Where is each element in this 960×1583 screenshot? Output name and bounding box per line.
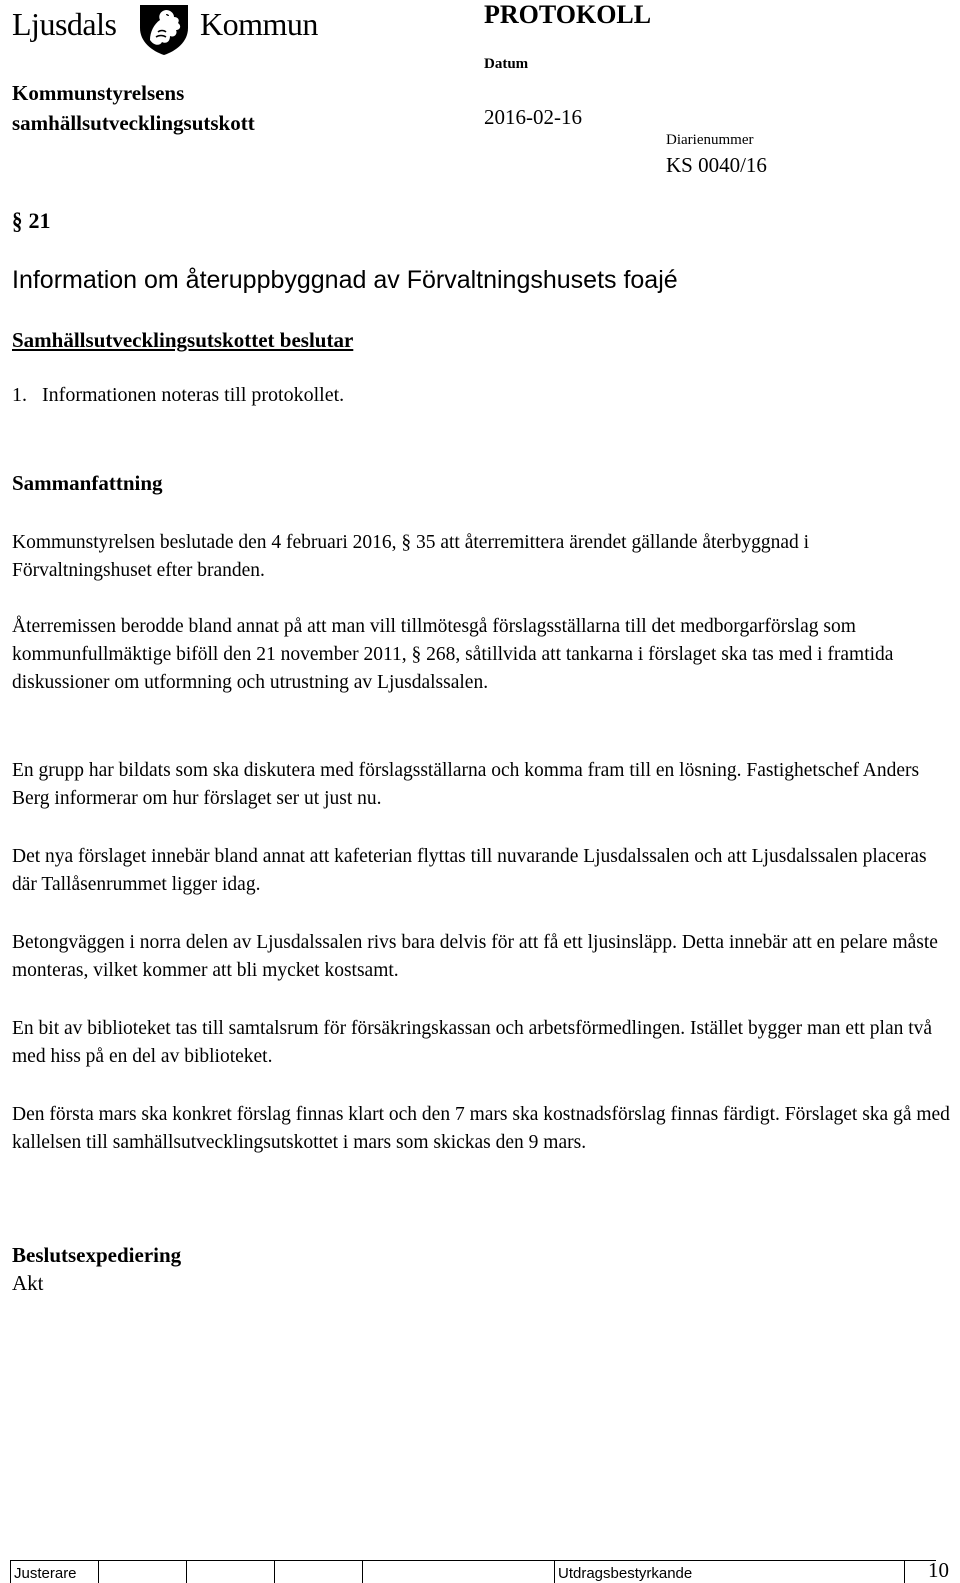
footer-utdrag-label: Utdragsbestyrkande xyxy=(558,1565,693,1582)
diarie-value: KS 0040/16 xyxy=(666,153,767,177)
section-title: Information om återuppbyggnad av Förvaltningshusets foajé xyxy=(12,266,678,294)
logo-text-kommun: Kommun xyxy=(200,6,318,42)
expediering-value: Akt xyxy=(12,1271,44,1295)
committee-line-1: Kommunstyrelsens xyxy=(12,81,185,105)
summary-paragraph: Det nya förslaget innebär bland annat att kafeterian flyttas till nuvarande Ljusdalssalen och att Ljusdalssalen placeras där Tallåsenrummet ligger idag. xyxy=(12,846,927,895)
summary-paragraph: Återremissen berodde bland annat på att man vill tillmötesgå förslagsställarna till det medborgarförslag som kommunfullmäktige biföll den 21 november 2011, § 268, såtillvida att tankarna i förslaget ska tas med i framtida diskussioner om utformning och utrustning av Ljusdalssalen. xyxy=(12,616,894,693)
section-number-value: 21 xyxy=(28,208,51,233)
decision-item: 1. Informationen noteras till protokollet. xyxy=(12,384,345,406)
diarie-label: Diarienummer xyxy=(666,132,754,148)
footer-divider xyxy=(362,1560,363,1583)
date-value: 2016-02-16 xyxy=(484,105,582,129)
municipal-crest-icon xyxy=(136,2,192,56)
footer-divider xyxy=(186,1560,187,1583)
summary-paragraph: Den första mars ska konkret förslag finnas klart och den 7 mars ska kostnadsförslag finnas färdigt. Förslaget ska gå med kallelsen till samhällsutvecklingsutskottet i mars som skickas den 9 mars. xyxy=(12,1104,950,1153)
expediering-heading: Beslutsexpediering xyxy=(12,1243,182,1267)
footer-divider xyxy=(274,1560,275,1583)
document-type: PROTOKOLL xyxy=(484,0,652,29)
summary-heading: Sammanfattning xyxy=(12,471,163,495)
committee-line-2: samhällsutvecklingsutskott xyxy=(12,111,255,135)
decision-heading: Samhällsutvecklingsutskottet beslutar xyxy=(12,328,354,352)
footer-divider xyxy=(904,1560,905,1583)
summary-paragraph: En grupp har bildats som ska diskutera med förslagsställarna och komma fram till en lösning. Fastighetschef Anders Berg informerar om hur förslaget ser ut just nu. xyxy=(12,760,920,809)
footer-divider xyxy=(98,1560,99,1583)
footer-divider xyxy=(10,1560,11,1583)
paragraph-symbol-icon: § xyxy=(12,207,23,235)
footer-divider xyxy=(554,1560,555,1583)
section-number xyxy=(12,208,50,234)
page-number: 10 xyxy=(928,1558,949,1582)
summary-paragraph: Betongväggen i norra delen av Ljusdalssalen rivs bara delvis för att få ett ljusinsläpp. Detta innebär att en pelare måste monteras, vilket kommer att bli mycket kostsamt. xyxy=(12,932,938,981)
logo-text-ljusdals: Ljusdals xyxy=(12,6,117,42)
committee-name xyxy=(12,78,255,138)
summary-paragraph: Kommunstyrelsen beslutade den 4 februari 2016, § 35 att återremittera ärendet gällande återbyggnad i Förvaltningshuset efter branden. xyxy=(12,532,810,581)
page-footer xyxy=(0,1548,960,1583)
footer-justerare-label: Justerare xyxy=(14,1565,77,1582)
footer-rule xyxy=(10,1560,936,1561)
summary-paragraph: En bit av biblioteket tas till samtalsrum för försäkringskassan och arbetsförmedlingen. Istället bygger man ett plan två med hiss på en del av biblioteket. xyxy=(12,1018,933,1067)
date-label: Datum xyxy=(484,56,529,72)
